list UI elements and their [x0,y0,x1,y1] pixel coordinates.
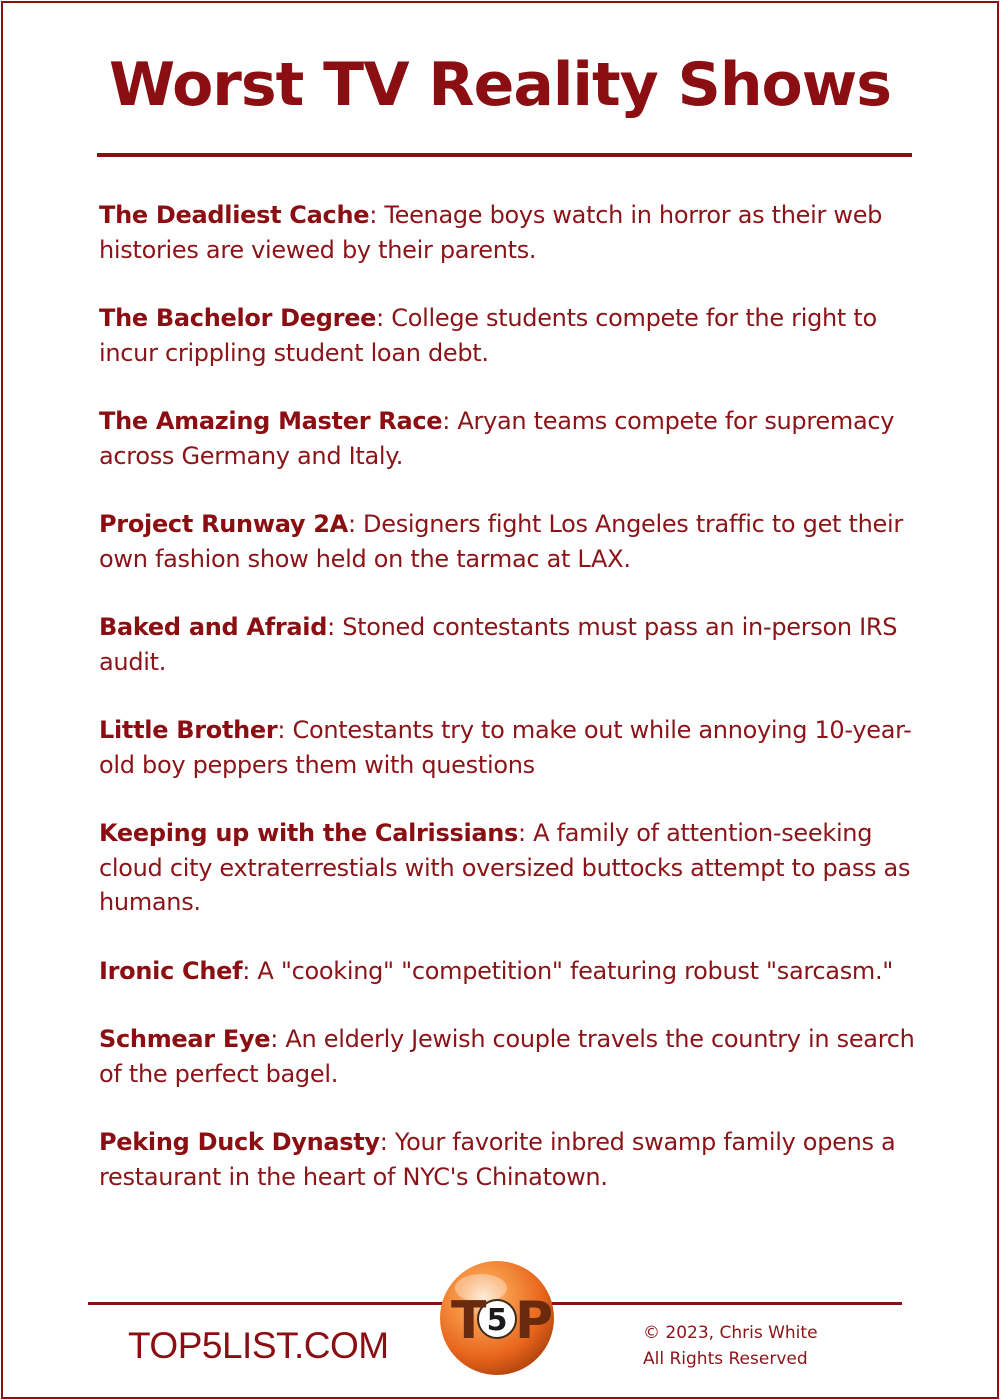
page-title: Worst TV Reality Shows [109,50,891,120]
show-description: : An elderly Jewish couple travels the country in search of the perfect bagel. [99,1025,915,1088]
show-list [99,198,939,1228]
show-description: : Designers fight Los Angeles traffic to get their own fashion show held on the tarmac at LAX. [99,510,903,573]
show-description: : A "cooking" "competition" featuring robust "sarcasm." [242,956,894,985]
show-description: : College students compete for the right to incur crippling student loan debt. [99,304,877,367]
show-name: The Deadliest Cache [99,201,370,229]
list-item [99,610,939,679]
show-description: : Contestants try to make out while annoying 10-year-old boy peppers them with questions [99,716,912,779]
list-item [99,198,939,267]
show-description: : A family of attention-seeking cloud city extraterrestials with oversized buttocks attempt to pass as humans. [99,819,911,916]
show-description: : Teenage boys watch in horror as their web histories are viewed by their parents. [99,201,883,264]
rights-line: All Rights Reserved [643,1349,808,1369]
list-item [99,1125,939,1194]
copyright-line: © 2023, Chris White [643,1323,818,1343]
list-item [99,816,939,920]
show-description: : Your favorite inbred swamp family opens a restaurant in the heart of NYC's Chinatown. [99,1128,896,1191]
top5-logo [437,1258,557,1378]
show-description: : Aryan teams compete for supremacy across Germany and Italy. [99,407,895,470]
list-item [99,713,939,782]
show-name: Little Brother [99,716,278,744]
logo-letter-p: P [515,1291,554,1351]
logo-number: 5 [486,1303,508,1338]
show-name: The Bachelor Degree [99,304,377,332]
show-description: : Stoned contestants must pass an in-person IRS audit. [99,613,898,676]
list-item [99,404,939,473]
show-name: Keeping up with the Calrissians [99,819,519,847]
site-name[interactable]: TOP5LIST.COM [128,1325,389,1366]
show-name: Ironic Chef [99,956,243,985]
show-name: The Amazing Master Race [99,407,443,435]
show-name: Schmear Eye [99,1025,271,1053]
title-divider [97,153,912,157]
list-item [99,1022,939,1091]
list-item [99,507,939,576]
list-item [99,954,939,989]
list-item [99,301,939,370]
logo-letter-t: T [451,1291,487,1351]
show-name: Project Runway 2A [99,510,348,538]
show-name: Baked and Afraid [99,613,328,641]
show-name: Peking Duck Dynasty [99,1128,380,1156]
copyright [643,1320,818,1372]
